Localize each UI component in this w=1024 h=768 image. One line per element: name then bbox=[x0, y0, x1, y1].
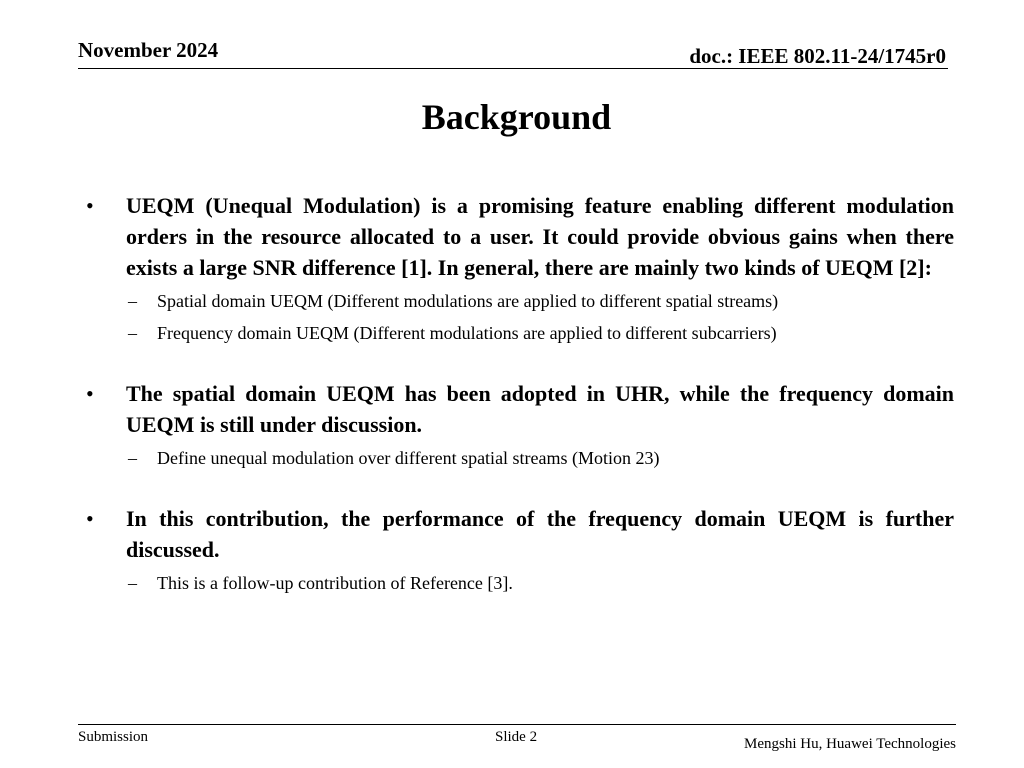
sub-bullet-text: Spatial domain UEQM (Different modulations are applied to different spatial streams) bbox=[157, 291, 779, 311]
header-divider bbox=[78, 68, 948, 69]
bullet-text: The spatial domain UEQM has been adopted in UHR, while the frequency domain UEQM is still under discussion. bbox=[126, 381, 954, 437]
sub-bullet-marker: – bbox=[128, 323, 137, 343]
slide-title: Background bbox=[421, 97, 612, 137]
bullet-item bbox=[78, 190, 954, 283]
sub-bullet-item bbox=[78, 320, 954, 347]
bullet-item bbox=[78, 503, 954, 565]
footer-author: Mengshi Hu, Huawei Technologies bbox=[744, 736, 956, 752]
sub-bullet-item bbox=[78, 570, 954, 597]
bullet-marker: • bbox=[86, 193, 94, 218]
footer-submission: Submission bbox=[78, 729, 149, 745]
footer-divider bbox=[78, 724, 956, 725]
bullet-marker: • bbox=[86, 506, 94, 531]
sub-bullet-text: Frequency domain UEQM (Different modulations are applied to different subcarriers) bbox=[157, 323, 777, 343]
header-doc-number: doc.: IEEE 802.11-24/1745r0 bbox=[689, 44, 946, 68]
bullet-marker: • bbox=[86, 381, 94, 406]
sub-bullet-item bbox=[78, 288, 954, 315]
sub-bullet-marker: – bbox=[128, 291, 137, 311]
sub-bullet-marker: – bbox=[128, 448, 137, 468]
slide-content bbox=[78, 190, 954, 597]
footer-slide-number: Slide 2 bbox=[495, 729, 538, 745]
sub-bullet-text: Define unequal modulation over different spatial streams (Motion 23) bbox=[157, 448, 660, 468]
bullet-item bbox=[78, 378, 954, 440]
bullet-text: UEQM (Unequal Modulation) is a promising feature enabling different modulation orders in the resource allocated to a user. It could provide obvious gains when there exists a large SNR difference [1]. In general, there are mainly two kinds of UEQM [2]: bbox=[126, 193, 954, 280]
header-date: November 2024 bbox=[78, 38, 219, 62]
sub-bullet-text: This is a follow-up contribution of Reference [3]. bbox=[157, 573, 513, 593]
sub-bullet-item bbox=[78, 445, 954, 472]
sub-bullet-marker: – bbox=[128, 573, 137, 593]
bullet-text: In this contribution, the performance of the frequency domain UEQM is further discussed. bbox=[126, 506, 954, 562]
